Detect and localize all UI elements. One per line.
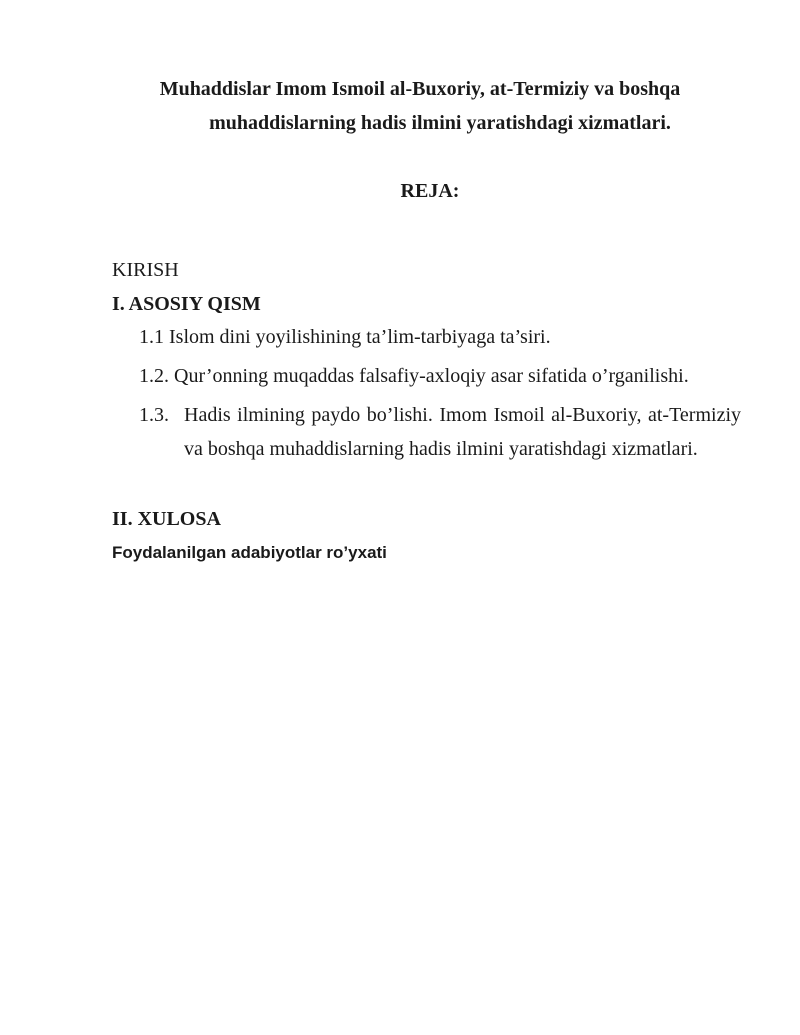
document-title-line-1: Muhaddislar Imom Ismoil al-Buxoriy, at-Termiziy va boshqa <box>159 78 681 100</box>
references-heading: Foydalanilgan adabiyotlar ro’yxati <box>112 543 387 562</box>
plan-item-text: Islom dini yoyilishining ta’lim-tarbiyaga ta’siri. <box>169 326 551 348</box>
plan-item-text: Qur’onning muqaddas falsafiy-axloqiy asar sifatida o’rganilishi. <box>174 365 689 387</box>
plan-item-1-1 <box>139 323 551 351</box>
plan-item-number: 1.3. <box>139 404 169 426</box>
plan-intro: KIRISH <box>112 259 179 281</box>
document-title-line-2: muhaddislarning hadis ilmini yaratishdagi xizmatlari. <box>209 112 671 134</box>
plan-item-number: 1.2. <box>139 365 169 387</box>
plan-item-text: Hadis ilmining paydo bo’lishi. Imom Ismoil al-Buxoriy, at-Termiziy va boshqa muhaddislarning hadis ilmini yaratishdagi xizmatlari. <box>184 404 741 460</box>
plan-item-1-3 <box>139 398 741 466</box>
plan-heading: REJA: <box>400 180 460 202</box>
plan-part-1-heading: I. ASOSIY QISM <box>112 293 261 315</box>
plan-part-2-heading: II. XULOSA <box>112 508 221 530</box>
plan-item-1-2 <box>139 362 689 390</box>
plan-item-number: 1.1 <box>139 326 164 348</box>
